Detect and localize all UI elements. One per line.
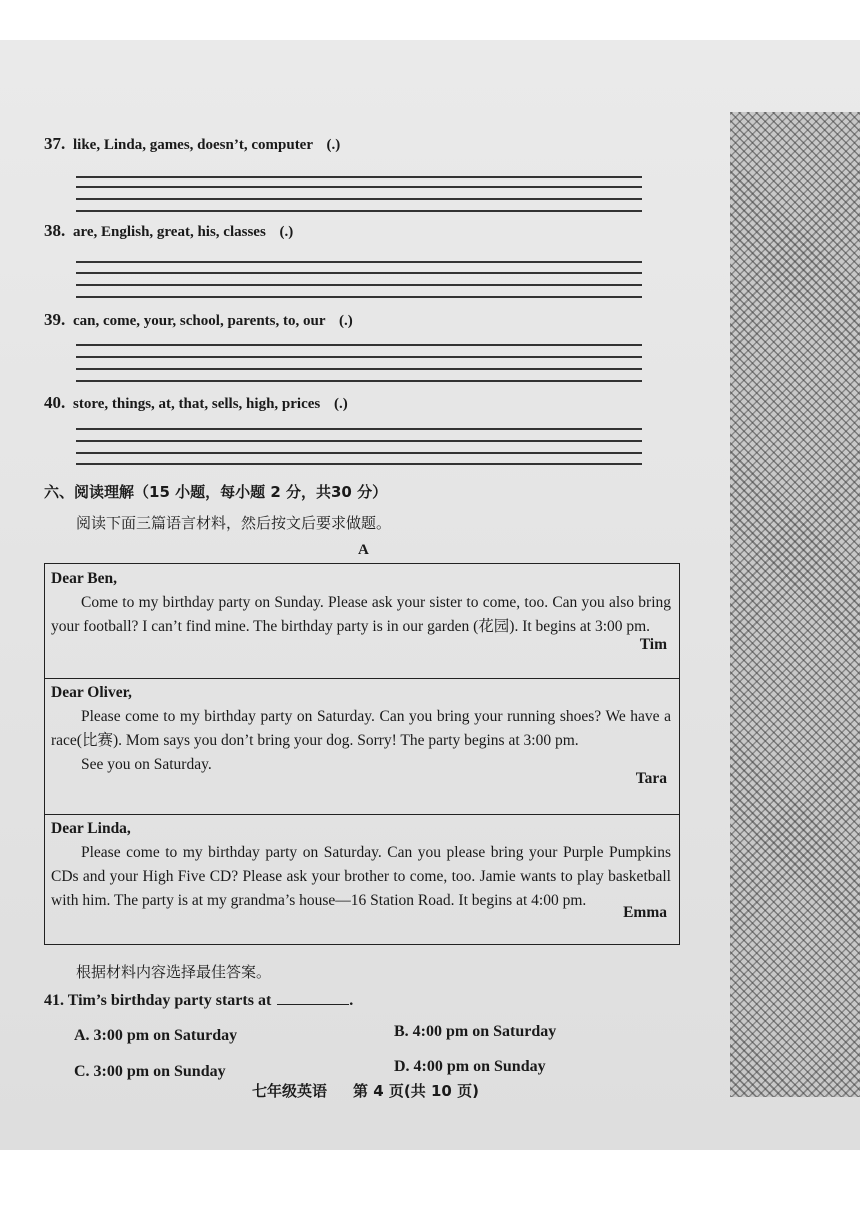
scan-border <box>0 0 860 40</box>
question-number: 40. <box>44 393 66 412</box>
answer-line[interactable] <box>76 261 642 263</box>
question-words: can, come, your, school, parents, to, our <box>73 313 326 329</box>
question-words: like, Linda, games, doesn’t, computer <box>73 137 313 153</box>
answer-line[interactable] <box>76 210 642 212</box>
section-title: 六、阅读理解（15 小题，每小题 2 分，共30 分） <box>44 483 388 501</box>
answer-blank[interactable] <box>277 1004 349 1005</box>
letter-signature: Emma <box>623 904 667 921</box>
question-words: are, English, great, his, classes <box>73 224 266 240</box>
answer-line[interactable] <box>76 344 642 346</box>
letter-closing: See you on Saturday. <box>81 756 212 773</box>
footer-page-number: 第 4 页(共 10 页) <box>353 1082 479 1100</box>
question-mark: (.) <box>279 224 294 240</box>
question-37 <box>44 134 340 154</box>
option-d[interactable]: D. 4:00 pm on Sunday <box>394 1058 546 1075</box>
answer-line[interactable] <box>76 198 642 200</box>
decorative-pattern-strip <box>730 112 860 1097</box>
option-c[interactable]: C. 3:00 pm on Sunday <box>74 1063 226 1080</box>
letter-greeting: Dear Linda, <box>51 820 131 837</box>
letter-greeting: Dear Oliver, <box>51 684 132 701</box>
letter-oliver <box>45 678 679 791</box>
letter-ben <box>45 567 679 657</box>
answer-line[interactable] <box>76 356 642 358</box>
letter-body: Please come to my birthday party on Saturday. Can you please bring your Purple Pumpkins CDs and your High Five CD? Please ask your brother to come, too. Jamie wants to play basketball with him. The party is at my grandma’s house—16 Station Road. It begins at 4:00 pm. <box>51 844 671 909</box>
passage-label: A <box>358 542 369 558</box>
question-stem: 41. Tim’s birthday party starts at <box>44 992 272 1009</box>
footer-subject: 七年级英语 <box>252 1082 328 1100</box>
answer-line[interactable] <box>76 452 642 454</box>
question-number: 39. <box>44 310 66 329</box>
question-38 <box>44 221 293 241</box>
answer-line[interactable] <box>76 428 642 430</box>
question-words: store, things, at, that, sells, high, prices <box>73 396 321 412</box>
answer-line[interactable] <box>76 284 642 286</box>
question-40 <box>44 393 348 413</box>
section-instruction: 阅读下面三篇语言材料，然后按文后要求做题。 <box>76 514 392 532</box>
letters-box <box>44 563 680 945</box>
answer-line[interactable] <box>76 440 642 442</box>
question-41: 41. Tim’s birthday party starts at . <box>44 992 354 1009</box>
question-mark: (.) <box>333 396 348 412</box>
question-39 <box>44 310 353 330</box>
answer-line[interactable] <box>76 368 642 370</box>
question-number: 37. <box>44 134 66 153</box>
option-a[interactable]: A. 3:00 pm on Saturday <box>74 1027 238 1044</box>
choose-prompt: 根据材料内容选择最佳答案。 <box>76 963 272 981</box>
answer-line[interactable] <box>76 296 642 298</box>
answer-line[interactable] <box>76 463 642 465</box>
answer-line[interactable] <box>76 272 642 274</box>
question-mark: (.) <box>338 313 353 329</box>
letter-signature: Tara <box>635 770 667 787</box>
letter-linda <box>45 814 679 925</box>
letter-signature: Tim <box>639 636 667 653</box>
page-footer <box>252 1080 479 1101</box>
answer-line[interactable] <box>76 186 642 188</box>
question-mark: (.) <box>326 137 341 153</box>
answer-line[interactable] <box>76 380 642 382</box>
answer-line[interactable] <box>76 176 642 178</box>
question-number: 38. <box>44 221 66 240</box>
letter-body: Come to my birthday party on Sunday. Please ask your sister to come, too. Can you also bring your football? I can’t find mine. The birthday party is in our garden (花园). It begins at 3:00 pm. <box>51 594 671 635</box>
option-b[interactable]: B. 4:00 pm on Saturday <box>394 1023 557 1040</box>
letter-greeting: Dear Ben, <box>51 570 118 587</box>
letter-body: Please come to my birthday party on Saturday. Can you bring your running shoes? We have a race(比赛). Mom says you don’t bring your dog. Sorry! The party begins at 3:00 pm. <box>51 708 671 749</box>
